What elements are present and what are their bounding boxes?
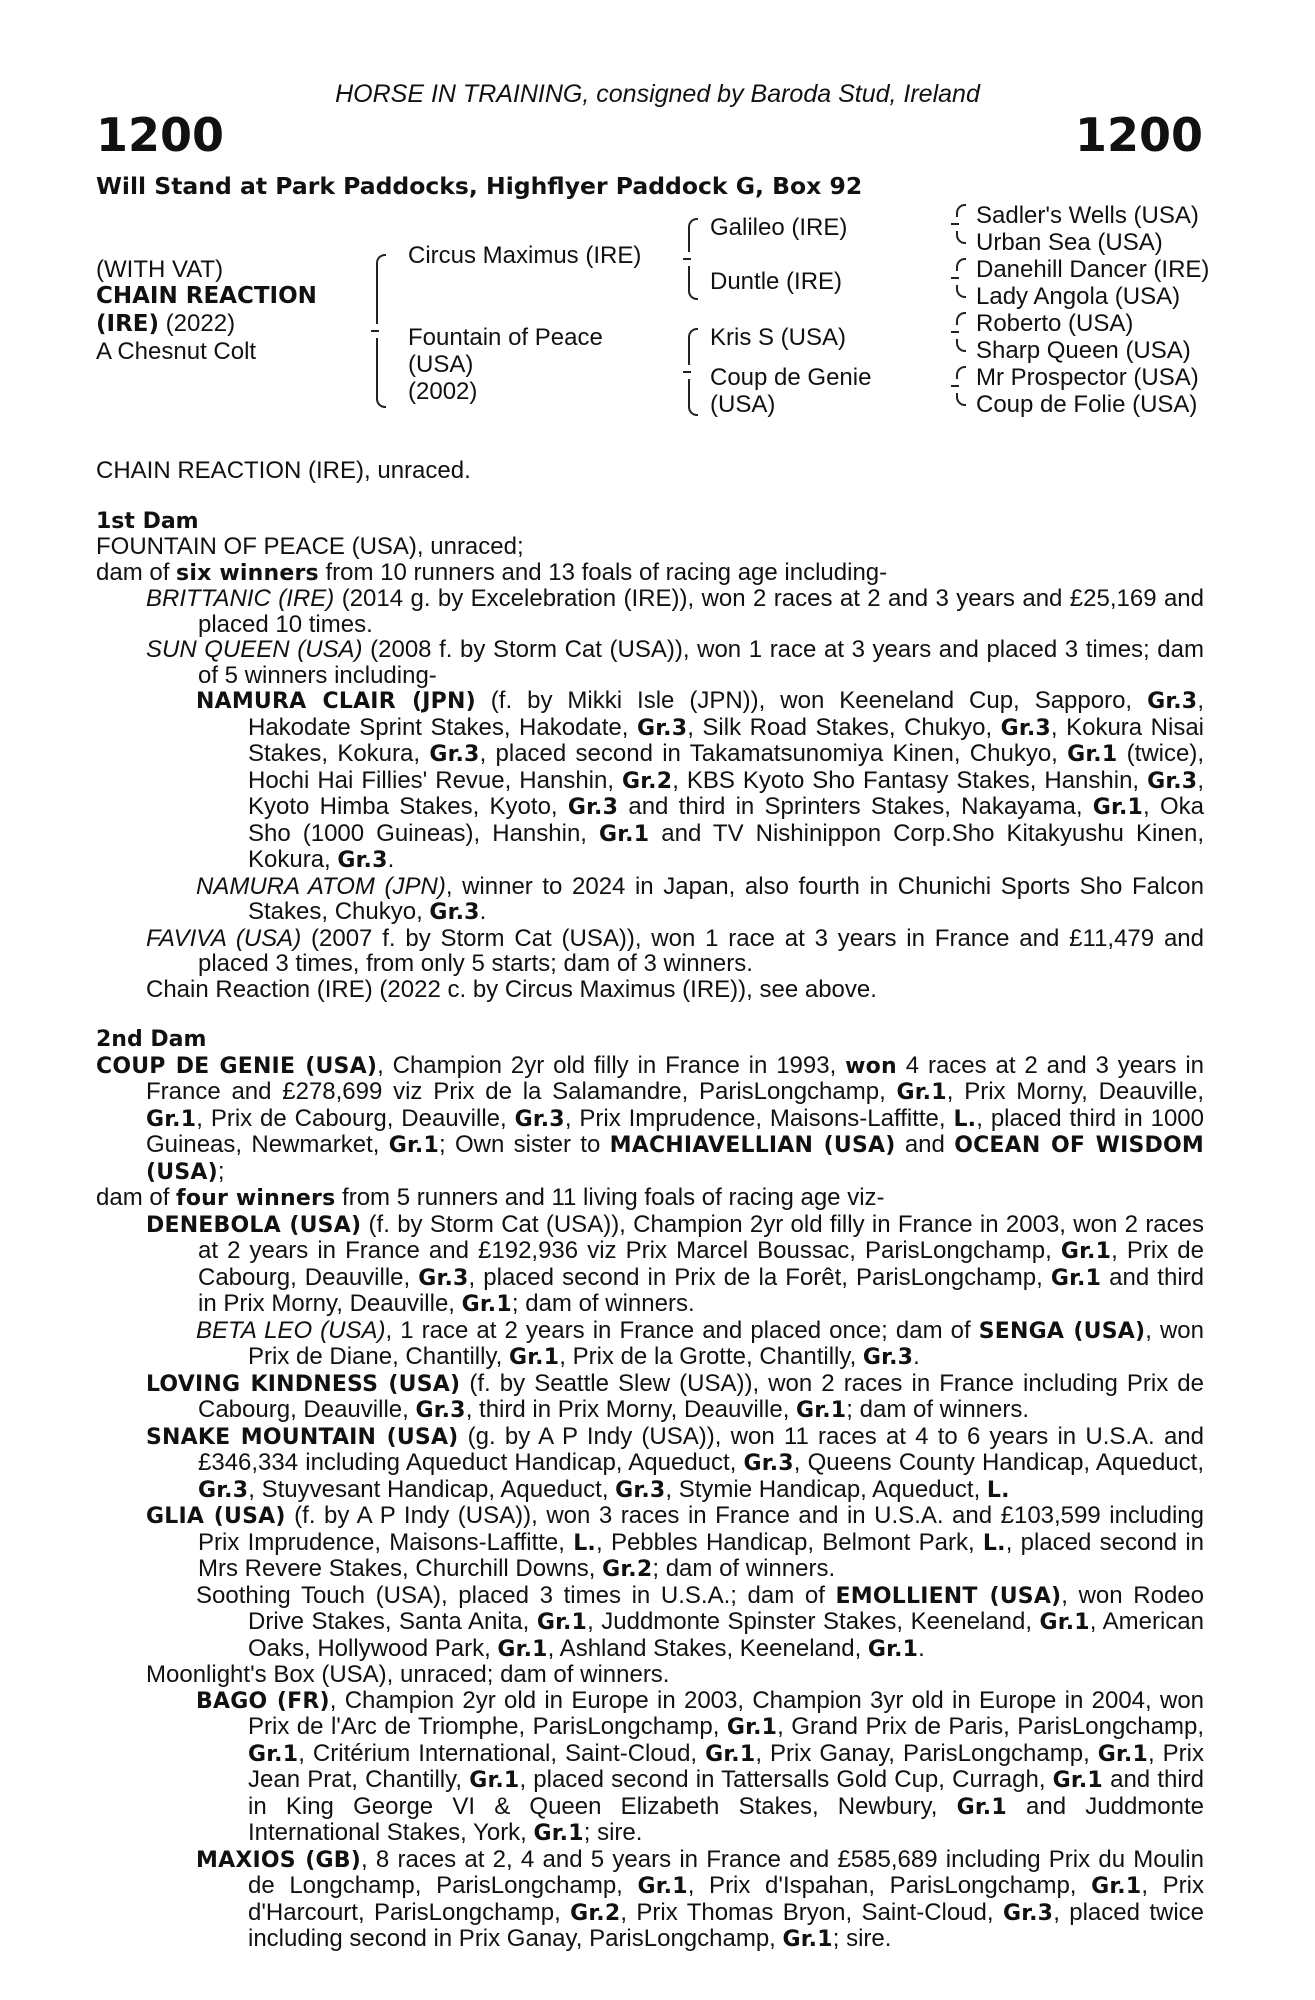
grade: Gr.1 [1092,795,1144,820]
horse-year: (2022) [159,310,236,337]
grade: Gr.1 [637,1874,688,1899]
entry-beta-leo [96,1318,1204,1371]
horse-country: (IRE) [96,311,160,337]
horse-name: MAXIOS (GB) [196,1847,361,1873]
horse-description: A Chesnut Colt [96,338,257,365]
grade: Gr.1 [1039,1610,1090,1635]
grade: Gr.1 [1097,1741,1148,1767]
horse-name: NAMURA ATOM (JPN) [196,872,446,900]
entry-moonlights-box: Moonlight's Box (USA), unraced; dam of winners. [146,1661,670,1688]
horse-name: SENGA (USA) [978,1318,1146,1344]
grade: Gr.3 [743,1451,794,1476]
text: , placed second in Tattersalls Gold Cup, Curragh, [519,1766,1053,1793]
grade: Gr.1 [1050,1265,1102,1291]
entry-namura-atom [96,874,1204,926]
text: , Kokura Nisai Stakes, Kokura, [248,713,1205,767]
text: and [895,1131,955,1158]
text: from 10 runners and 13 foals of racing age including- [318,558,888,586]
text: , Ashland Stakes, Keeneland, [547,1634,868,1662]
grade: Gr.1 [533,1821,584,1846]
pedigree-sds: Danehill Dancer (IRE) [976,256,1210,283]
first-dam-name: FOUNTAIN OF PEACE (USA), unraced; [96,533,524,560]
text: , Champion 2yr old in Europe in 2003, Champion 3yr old in Europe in 2004, won Prix de l'Arc de Triomphe, ParisLongchamp, [248,1686,1205,1740]
grade: Gr.1 [248,1741,299,1767]
pedigree-brace-gen1 [376,254,386,408]
text: , 1 race at 2 years in France and placed once; dam of [385,1316,979,1344]
lot-number-left: 1200 [96,108,225,162]
pedigree-dam-name: Fountain of Peace [408,324,603,351]
horse-name: NAMURA CLAIR (JPN) [196,689,476,714]
text: and TV Nishinippon Corp.Sho Kitakyushu Kinen, Kokura, [248,819,1204,873]
text: , KBS Kyoto Sho Fantasy Stakes, Hanshin, [672,766,1148,794]
text: , Juddmonte Spinster Stakes, Keeneland, [587,1608,1040,1635]
text: ; dam of winners. [652,1555,836,1582]
grade: Gr.1 [726,1715,778,1740]
grade: Gr.3 [514,1106,565,1132]
horse-name: GLIA (USA) [146,1504,286,1529]
text: (f. by Seattle Slew (USA)), won 2 races in France including Prix de Cabourg, Deauville, [198,1369,1204,1423]
grade: Gr.3 [1147,768,1198,794]
text: , Critérium International, Saint-Cloud, [298,1739,706,1767]
winners-count: four winners [176,1186,336,1211]
entry-snake-mountain [96,1424,1204,1504]
entry-denebola [96,1212,1204,1318]
entry-brittanic [96,586,1204,637]
text: , Prix de Cabourg, Deauville, [198,1237,1204,1291]
pedigree-dam-sire: Kris S (USA) [710,324,847,351]
vat-label: (WITH VAT) [96,256,224,283]
horse-name: OCEAN OF WISDOM (USA) [146,1133,1205,1185]
entry-namura-clair [96,688,1204,874]
horse-name: MACHIAVELLIAN (USA) [609,1133,896,1158]
entry-loving-kindness [96,1371,1204,1424]
pedigree-dds: Mr Prospector (USA) [976,364,1199,391]
grade: Gr.1 [705,1741,756,1767]
text: , Prix Morny, Deauville, [946,1078,1204,1105]
text: (g. by A P Indy (USA)), won 11 races at 4 to 6 years in U.S.A. and £346,334 including Aqueduct Handicap, Aqueduct, [198,1422,1204,1476]
horse-name: FAVIVA (USA) [146,924,302,952]
second-dam-produce [96,1185,1204,1212]
grade: L. [986,1477,1010,1503]
text: , Queens County Handicap, Aqueduct, [793,1449,1204,1476]
lot-number-right: 1200 [1074,108,1203,162]
pedigree-dam-dam-country: (USA) [710,391,776,418]
text: (2008 f. by Storm Cat (USA)), won 1 race at 3 years and placed 3 times; dam of 5 winners including- [198,636,1204,689]
text: , Prix d'Harcourt, ParisLongchamp, [248,1872,1205,1926]
text: , Grand Prix de Paris, ParisLongchamp, [777,1713,1204,1740]
grade: Gr.3 [1002,1900,1054,1926]
pedigree-sire-dam: Duntle (IRE) [710,268,843,295]
pedigree-brace-dam [688,328,698,416]
text: ; dam of winners. [846,1396,1030,1423]
horse-name: EMOLLIENT (USA) [835,1583,1062,1609]
text: ; Own sister to [438,1131,610,1158]
pedigree-sire: Circus Maximus (IRE) [408,242,642,269]
text: , Prix de la Grotte, Chantilly, [559,1343,863,1370]
text: , Oka Sho (1000 Guineas), Hanshin, [248,793,1204,847]
text: 4 races at 2 and 3 years in France and £278,699 viz Prix de la Salamandre, ParisLongchamp, [146,1051,1205,1105]
second-dam-heading: 2nd Dam [96,1027,207,1052]
grade: Gr.3 [615,1477,666,1503]
text: and Juddmonte International Stakes, York, [248,1792,1205,1846]
grade: Gr.3 [337,848,388,873]
text: . [913,1343,920,1370]
entry-coup-de-genie [96,1053,1204,1186]
horse-name: BRITTANIC (IRE) [146,585,335,612]
grade: Gr.2 [570,1900,621,1926]
grade: Gr.1 [469,1768,520,1793]
grade: Gr.3 [1147,689,1198,714]
text: , placed second in Takamatsunomiya Kinen, Chukyo, [479,740,1068,767]
text: . [387,846,395,873]
entry-maxios [96,1847,1204,1953]
text: ; dam of winners. [511,1290,695,1317]
text: , third in Prix Morny, Deauville, [465,1396,797,1423]
pedigree-dam-dam-name: Coup de Genie [710,364,872,391]
grade: Gr.3 [198,1477,249,1503]
pedigree-dam [408,324,603,405]
horse-name: COUP DE GENIE (USA) [96,1053,378,1079]
horse-name: CHAIN REACTION [96,283,317,309]
pedigree-brace-sire [688,218,698,300]
grade: Gr.1 [599,821,650,847]
pedigree-dss: Roberto (USA) [976,310,1134,337]
entry-faviva [96,926,1204,977]
grade: L. [573,1530,596,1556]
pedigree-dam-dam [710,364,871,418]
pedigree-brace-dd [956,366,966,406]
text: dam of [96,1184,177,1211]
grade: Gr.2 [622,768,673,794]
text: (2007 f. by Storm Cat (USA)), won 1 race at 3 years in France and £11,479 and placed 3 times, from only 5 starts; dam of 3 winners. [198,924,1204,977]
text: , Prix Jean Prat, Chantilly, [248,1739,1205,1793]
grade: Gr.3 [429,742,480,767]
pedigree-sdd: Lady Angola (USA) [976,283,1181,310]
text: , Prix d'Ispahan, ParisLongchamp, [687,1872,1092,1899]
text: . [479,898,487,925]
grade: Gr.1 [146,1106,197,1132]
text: Soothing Touch (USA), placed 3 times in U.S.A.; dam of [196,1581,836,1609]
text: and third in King George VI & Queen Elizabeth Stakes, Newbury, [248,1766,1205,1820]
text: and third in Prix Morny, Deauville, [198,1263,1204,1317]
text: (f. by Mikki Isle (JPN)), won Keeneland Cup, Sapporo, [475,687,1148,714]
text: , Kyoto Himba Stakes, Kyoto, [248,766,1204,820]
first-dam-produce [96,560,1204,587]
text: . [918,1634,925,1662]
pedigree-brace-ds [956,312,966,352]
horse-name-suffix [96,310,317,338]
horse-name: DENEBOLA (USA) [146,1212,362,1238]
text: , Hakodate Sprint Stakes, Hakodate, [248,687,1204,741]
grade: Gr.1 [497,1636,548,1662]
grade: Gr.1 [461,1292,512,1317]
text: , placed twice including second in Prix Ganay, ParisLongchamp, [248,1898,1204,1952]
text: , Silk Road Stakes, Chukyo, [687,713,1001,741]
grade: Gr.3 [636,715,688,741]
text: (f. by Storm Cat (USA)), Champion 2yr old filly in France in 2003, won 2 races at 2 years in France and £192,936 viz Prix Marcel Boussac, ParisLongchamp, [198,1210,1205,1264]
pedigree-brace-sd [956,258,966,298]
entry-chain-reaction: Chain Reaction (IRE) (2022 c. by Circus Maximus (IRE)), see above. [146,975,877,1003]
pedigree-ddd: Coup de Folie (USA) [976,391,1198,418]
grade: Gr.1 [1067,742,1118,767]
text: (twice), Hochi Hai Fillies' Revue, Hanshin, [248,740,1204,794]
text: , placed second in Prix de la Forêt, ParisLongchamp, [468,1263,1051,1291]
entry-bago [96,1688,1204,1847]
intro-line: CHAIN REACTION (IRE), unraced. [96,457,471,484]
grade: Gr.1 [388,1133,439,1158]
text: , Stuyvesant Handicap, Aqueduct, [248,1475,616,1503]
grade: L. [982,1530,1006,1556]
grade: Gr.3 [567,795,619,820]
grade: Gr.3 [862,1345,914,1370]
grade: L. [953,1106,977,1132]
grade: Gr.3 [415,1398,466,1423]
horse-name: BAGO (FR) [196,1688,330,1714]
catalogue-body [96,458,1204,1953]
text: dam of [96,558,177,586]
text: ; sire. [832,1925,892,1952]
first-dam-heading: 1st Dam [96,508,199,534]
text: , placed third in 1000 Guineas, Newmarket, [146,1104,1204,1158]
grade: Gr.1 [782,1927,833,1952]
text: (2014 g. by Excelebration (IRE)), won 2 races at 2 and 3 years and £25,169 and placed 10 times. [198,585,1204,638]
text: ; [217,1157,225,1185]
pedigree-brace-ss [956,204,966,244]
grade: Gr.1 [796,1398,847,1423]
text: , American Oaks, Hollywood Park, [248,1608,1204,1662]
text: , Champion 2yr old filly in France in 1993, [377,1051,846,1079]
text: , Prix Thomas Bryon, Saint-Cloud, [620,1898,1003,1926]
grade: Gr.1 [896,1080,947,1105]
grade: Gr.3 [1000,715,1051,741]
won-label: won [845,1053,897,1079]
text: , won Rodeo Drive Stakes, Santa Anita, [248,1581,1204,1635]
entry-glia [96,1503,1204,1583]
grade: Gr.3 [418,1265,469,1291]
horse-name: LOVING KINDNESS (USA) [146,1371,461,1397]
grade: Gr.1 [1091,1874,1142,1899]
text: from 5 runners and 11 living foals of racing age viz- [335,1184,885,1211]
grade: Gr.1 [536,1610,588,1635]
horse-name: SNAKE MOUNTAIN (USA) [146,1424,459,1450]
grade: Gr.1 [867,1636,919,1662]
pedigree-dsd: Sharp Queen (USA) [976,337,1191,364]
text: , Stymie Handicap, Aqueduct, [665,1475,987,1503]
text: , won Prix de Diane, Chantilly, [248,1316,1205,1370]
pedigree-sire-sire: Galileo (IRE) [710,214,848,241]
text: , Prix Ganay, ParisLongchamp, [755,1739,1098,1767]
text: , placed second in Mrs Revere Stakes, Churchill Downs, [198,1528,1204,1582]
pedigree-sss: Sadler's Wells (USA) [976,202,1199,229]
entry-sun-queen [96,637,1204,688]
grade: Gr.1 [1052,1768,1103,1793]
grade: Gr.1 [1060,1239,1112,1264]
grade: Gr.2 [602,1557,653,1582]
pedigree-dam-year: (2002) [408,378,478,405]
text: (f. by A P Indy (USA)), won 3 races in France and in U.S.A. and £103,599 including Prix Imprudence, Maisons-Laffitte, [198,1502,1204,1556]
horse-name: SUN QUEEN (USA) [146,636,363,663]
grade: Gr.1 [509,1345,560,1370]
pedigree-dam-country: (USA) [408,351,474,378]
entry-soothing-touch [96,1583,1204,1663]
text: , winner to 2024 in Japan, also fourth in Chunichi Sports Sho Falcon Stakes, Chukyo, [248,872,1204,925]
consignment-line: HORSE IN TRAINING, consigned by Baroda Stud, Ireland [335,80,980,108]
pedigree-ssd: Urban Sea (USA) [976,229,1163,256]
text: , Pebbles Handicap, Belmont Park, [596,1528,983,1556]
text: , Prix Imprudence, Maisons-Laffitte, [564,1104,954,1132]
horse-details [96,256,317,365]
grade: Gr.1 [956,1794,1007,1820]
horse-name: BETA LEO (USA) [196,1316,386,1344]
winners-count: six winners [176,560,319,586]
text: and third in Sprinters Stakes, Nakayama, [618,793,1093,820]
text: , 8 races at 2, 4 and 5 years in France and £585,689 including Prix du Moulin de Longchamp, ParisLongchamp, [248,1845,1204,1899]
location-line: Will Stand at Park Paddocks, Highflyer Paddock G, Box 92 [96,172,863,200]
text: ; sire. [583,1819,643,1846]
grade: Gr.3 [429,900,480,925]
text: , Prix de Cabourg, Deauville, [196,1104,515,1132]
